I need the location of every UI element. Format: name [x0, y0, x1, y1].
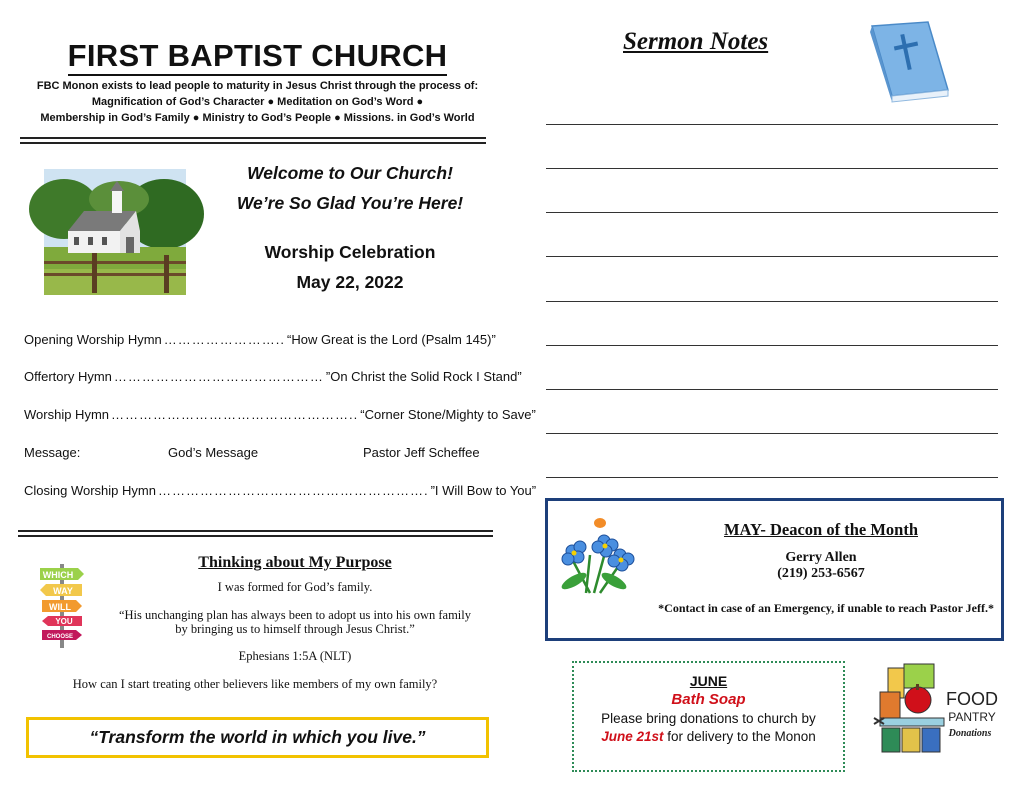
- message-speaker: Pastor Jeff Scheffee: [363, 445, 480, 460]
- church-title: FIRST BAPTIST CHURCH: [20, 38, 495, 74]
- message-label: Message:: [24, 445, 81, 460]
- purpose-quote-line-1: “His unchanging plan has always been to adopt us into his own family: [118, 608, 472, 622]
- note-line: [546, 345, 998, 346]
- order-leader: ……………………..: [163, 332, 285, 347]
- order-row-worship-hymn: [24, 407, 536, 422]
- which-way-signpost: [38, 560, 88, 650]
- pantry-deadline: June 21st: [601, 729, 664, 744]
- order-value: “How Great is the Lord (Psalm 145)”: [287, 332, 496, 347]
- note-line: [546, 168, 998, 169]
- bible-icon: [858, 20, 952, 104]
- mission-line-2: Magnification of God’s Character ● Meditation on God’s Word ●: [91, 96, 424, 108]
- sign-word-1: WHICH: [42, 570, 74, 580]
- welcome-line-2: We’re So Glad You’re Here!: [236, 193, 464, 213]
- pantry-line-2: [574, 729, 843, 744]
- scripture-reference: Ephesians 1:5A (NLT): [238, 649, 352, 663]
- service-date: May 22, 2022: [296, 272, 404, 292]
- pantry-month: JUNE: [689, 673, 728, 689]
- purpose-question: How can I start treating other believers like members of my own family?: [72, 677, 438, 691]
- note-line: [546, 433, 998, 434]
- sign-word-2: WAY: [53, 586, 73, 596]
- order-leader: ………………………………………: [113, 369, 324, 384]
- note-line: [546, 389, 998, 390]
- church-photo: [44, 169, 186, 295]
- order-value: ”I Will Bow to You”: [430, 483, 537, 498]
- order-row-closing-hymn: [24, 483, 537, 498]
- sign-word-3: WILL: [49, 602, 71, 612]
- purpose-line-1: I was formed for God’s family.: [217, 580, 373, 594]
- order-value: ”On Christ the Solid Rock I Stand”: [325, 369, 522, 384]
- service-name: Worship Celebration: [264, 242, 436, 262]
- order-label: Closing Worship Hymn: [24, 483, 156, 498]
- logo-pantry-text: PANTRY: [948, 710, 996, 724]
- mission-line-1: FBC Monon exists to lead people to maturity in Jesus Christ through the process of:: [36, 80, 479, 92]
- flowers-icon: [556, 515, 640, 595]
- pantry-line-1: Please bring donations to church by: [601, 711, 816, 726]
- order-leader: ………………………………………………….: [157, 483, 429, 498]
- order-row-offertory-hymn: [24, 369, 522, 384]
- order-label: Offertory Hymn: [24, 369, 112, 384]
- pantry-item: Bath Soap: [671, 691, 746, 708]
- section-divider: [18, 530, 493, 537]
- deacon-note: *Contact in case of an Emergency, if unable to reach Pastor Jeff.*: [658, 601, 994, 615]
- logo-food-text: FOOD: [946, 689, 998, 709]
- order-leader: ……………………………………………..: [111, 407, 359, 422]
- pantry-box: [572, 661, 845, 772]
- deacon-name: Gerry Allen: [785, 550, 857, 565]
- message-title: God’s Message: [168, 445, 259, 460]
- header-divider: [20, 137, 486, 144]
- deacon-box: [545, 498, 1004, 641]
- order-value: “Corner Stone/Mighty to Save”: [360, 407, 536, 422]
- welcome-line-1: Welcome to Our Church!: [247, 163, 453, 183]
- mission-line-3: Membership in God’s Family ● Ministry to God’s People ● Missions. in God’s World: [40, 112, 475, 124]
- note-line: [546, 212, 998, 213]
- deacon-phone: (219) 253-6567: [777, 566, 865, 581]
- note-line: [546, 477, 998, 478]
- sign-word-4: YOU: [55, 617, 73, 626]
- deacon-title: MAY- Deacon of the Month: [723, 520, 919, 539]
- transform-banner: [26, 717, 489, 758]
- sign-word-5: CHOOSE: [46, 634, 74, 640]
- pantry-line-2-rest: for delivery to the Monon: [663, 729, 816, 744]
- order-label: Worship Hymn: [24, 407, 110, 422]
- order-label: Opening Worship Hymn: [24, 332, 162, 347]
- order-row-opening-hymn: [24, 332, 494, 347]
- note-line: [546, 301, 998, 302]
- logo-donations-text: Donations: [948, 728, 992, 739]
- note-line: [546, 124, 998, 125]
- sermon-notes-title: Sermon Notes: [623, 28, 769, 55]
- note-line: [546, 256, 998, 257]
- purpose-title: Thinking about My Purpose: [198, 554, 392, 571]
- transform-text: “Transform the world in which you live.”: [89, 727, 426, 747]
- order-row-message: [24, 445, 494, 460]
- purpose-quote-line-2: by bringing us to himself through Jesus Christ.”: [175, 622, 415, 636]
- food-pantry-logo: [866, 662, 1006, 762]
